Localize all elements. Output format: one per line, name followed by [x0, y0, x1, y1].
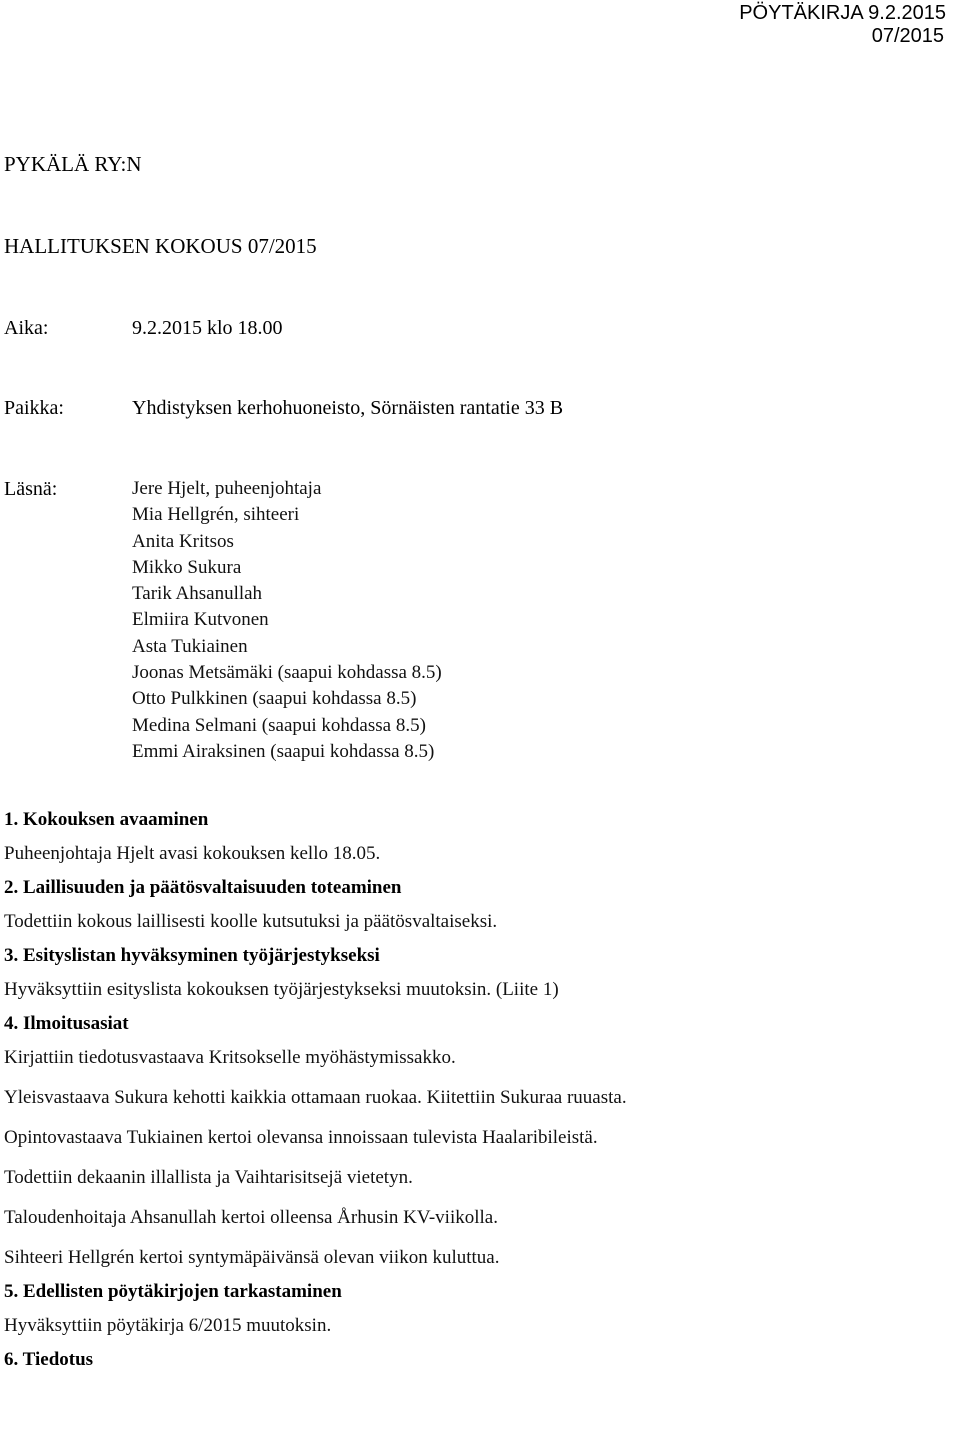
attendee-item: Otto Pulkkinen (saapui kohdassa 8.5) — [132, 688, 417, 710]
attendees-label: Läsnä: — [4, 478, 58, 500]
attendee-item: Mia Hellgrén, sihteeri — [132, 504, 300, 526]
attendee-list — [132, 476, 442, 765]
section-heading: 5. Edellisten pöytäkirjojen tarkastaminen — [4, 1281, 342, 1302]
attendee-item: Emmi Airaksinen (saapui kohdassa 8.5) — [132, 740, 435, 762]
section-heading: 3. Esityslistan hyväksyminen työjärjestykseksi — [4, 945, 380, 966]
section-paragraph: Sihteeri Hellgrén kertoi syntymäpäivänsä olevan viikon kuluttua. — [4, 1247, 500, 1268]
section-paragraph: Todettiin dekaanin illallista ja Vaihtarisitsejä vietetyn. — [4, 1167, 413, 1188]
header-doc-number: 07/2015 — [871, 25, 944, 47]
header-doc-type-date: PÖYTÄKIRJA 9.2.2015 — [739, 2, 946, 24]
place-label: Paikka: — [4, 397, 64, 419]
minutes-body — [4, 806, 954, 1374]
attendee-item: Asta Tukiainen — [132, 635, 248, 657]
place-value: Yhdistyksen kerhohuoneisto, Sörnäisten rantatie 33 B — [132, 397, 564, 419]
section-paragraph: Puheenjohtaja Hjelt avasi kokouksen kello 18.05. — [4, 843, 381, 864]
attendee-item: Jere Hjelt, puheenjohtaja — [132, 478, 322, 499]
section-paragraph: Kirjattiin tiedotusvastaava Kritsokselle myöhästymissakko. — [4, 1047, 456, 1068]
section-heading: 1. Kokouksen avaaminen — [4, 809, 209, 830]
attendee-item: Anita Kritsos — [132, 530, 234, 552]
section-heading: 4. Ilmoitusasiat — [4, 1013, 129, 1034]
organization-name: PYKÄLÄ RY:N — [4, 152, 142, 176]
section-paragraph: Yleisvastaava Sukura kehotti kaikkia ottamaan ruokaa. Kiitettiin Sukuraa ruuasta. — [4, 1087, 627, 1108]
document-header — [739, 2, 946, 48]
section-paragraph: Hyväksyttiin esityslista kokouksen työjärjestykseksi muutoksin. (Liite 1) — [4, 979, 559, 1000]
time-value: 9.2.2015 klo 18.00 — [132, 317, 283, 339]
section-paragraph: Hyväksyttiin pöytäkirja 6/2015 muutoksin. — [4, 1315, 332, 1336]
attendee-item: Joonas Metsämäki (saapui kohdassa 8.5) — [132, 662, 442, 684]
section-heading: 6. Tiedotus — [4, 1349, 94, 1370]
meeting-title: HALLITUKSEN KOKOUS 07/2015 — [4, 234, 317, 258]
attendee-item: Tarik Ahsanullah — [132, 583, 263, 605]
section-paragraph: Todettiin kokous laillisesti koolle kutsutuksi ja päätösvaltaiseksi. — [4, 911, 498, 932]
attendee-item: Elmiira Kutvonen — [132, 609, 269, 631]
section-paragraph: Taloudenhoitaja Ahsanullah kertoi olleensa Århusin KV-viikolla. — [4, 1207, 498, 1228]
attendee-item: Medina Selmani (saapui kohdassa 8.5) — [132, 714, 426, 736]
time-label: Aika: — [4, 317, 49, 339]
attendee-item: Mikko Sukura — [132, 556, 242, 578]
section-heading: 2. Laillisuuden ja päätösvaltaisuuden toteaminen — [4, 877, 402, 898]
section-paragraph: Opintovastaava Tukiainen kertoi olevansa innoissaan tulevista Haalaribileistä. — [4, 1127, 598, 1148]
